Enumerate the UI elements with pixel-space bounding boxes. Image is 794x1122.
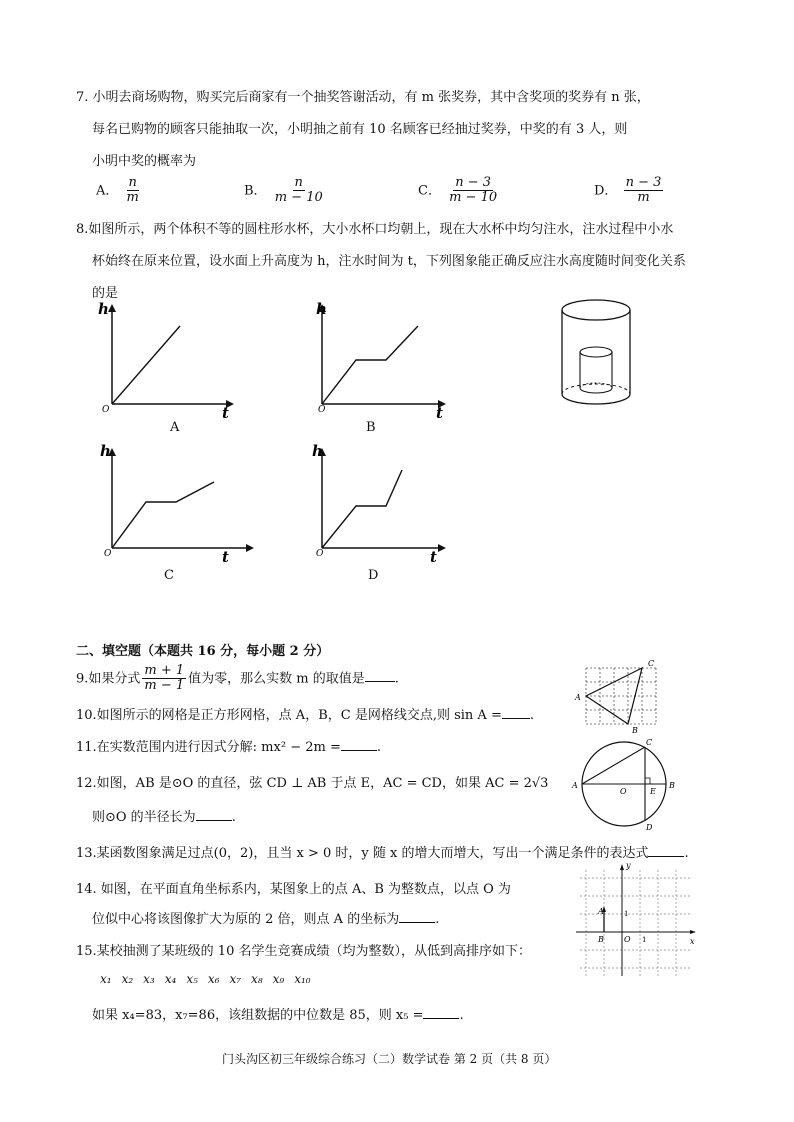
graph-c [96, 436, 256, 566]
axis-h-label: h [316, 300, 327, 318]
origin-label: O [318, 405, 326, 415]
answer-blank [341, 738, 377, 751]
point-o-label: O [620, 787, 627, 796]
point-c-label: C [648, 659, 655, 668]
q10-line: 10.如图所示的网格是正方形网格，点 A，B，C 是网格线交点,则 sin A = . [76, 708, 534, 723]
graph-a [96, 296, 236, 420]
point-e-label: E [650, 787, 656, 796]
q15-sequence: x₁ x₂ x₃ x₄ x₅ x₆ x₇ x₈ x₉ x₁₀ [100, 972, 311, 986]
section-title: 二、填空题（本题共 16 分，每小题 2 分） [76, 644, 330, 659]
q14-line2: 位似中心将该图像扩大为原的 2 倍，则点 A 的坐标为 . [92, 912, 440, 927]
origin-label: O [624, 935, 631, 944]
fraction: $\frac{n}{m}$ [126, 175, 139, 206]
q7-option-c: C． $\frac{n - 3}{m - 10}$ [418, 175, 498, 206]
graph-d [306, 436, 450, 566]
graph-b [306, 296, 450, 420]
answer-blank [423, 1006, 459, 1019]
tick-one-label: 1 [624, 910, 629, 918]
grid-triangle-figure [572, 656, 666, 734]
q7-line3: 小明中奖的概率为 [92, 154, 197, 169]
answer-blank [502, 706, 530, 719]
answer-blank [365, 669, 395, 682]
axis-h-label: h [100, 442, 111, 460]
q15-line1: 15.某校抽测了某班级的 10 名学生竞赛成绩（均为整数），从低到高排序如下： [76, 944, 531, 959]
tick-one-label: 1 [642, 936, 647, 944]
axis-t-label: t [430, 548, 437, 566]
origin-label: O [104, 549, 112, 559]
answer-blank [648, 844, 684, 857]
axis-x-label: x [690, 937, 695, 946]
q12-line2: 则⊙O 的半径长为 . [92, 810, 236, 825]
axis-t-label: t [222, 548, 229, 566]
fraction: $\frac{n}{m - 10}$ [274, 175, 323, 206]
point-b-label: B [669, 781, 675, 790]
graph-a-label: A [170, 420, 180, 435]
q7-option-a: A． $\frac{n}{m}$ [96, 175, 139, 206]
q7-option-d: D． $\frac{n - 3}{m}$ [594, 175, 662, 206]
point-b-label: B [598, 935, 604, 944]
point-a-label: A [572, 781, 578, 790]
q15-line3: 如果 x₄=83，x₇=86，该组数据的中位数是 85，则 x₅ = . [92, 1008, 464, 1023]
axis-h-label: h [312, 442, 323, 460]
graph-c-label: C [164, 568, 174, 583]
cylinders-figure [558, 294, 636, 414]
point-b-label: B [632, 726, 638, 734]
origin-label: O [316, 549, 324, 559]
fraction: $\frac{m + 1}{m - 1}$ [144, 663, 185, 694]
q8-line1: 8.如图所示，两个体积不等的圆柱形水杯，大小水杯口均朝上，现在大水杯中均匀注水，注水过程中小水 [76, 222, 674, 237]
coordinate-grid-figure [572, 860, 700, 980]
q8-line3: 的是 [92, 286, 119, 301]
answer-blank [196, 808, 232, 821]
answer-blank [399, 910, 435, 923]
axis-t-label: t [436, 404, 443, 420]
q8-line2: 杯始终在原来位置，设水面上升高度为 h，注水时间为 t，下列图象能正确反应注水高度随时间变化关系 [92, 254, 686, 269]
fraction: $\frac{n - 3}{m - 10}$ [449, 175, 498, 206]
origin-label: O [102, 405, 110, 415]
q13-line: 13.某函数图象满足过点(0，2)，且当 x > 0 时，y 随 x 的增大而增大，写出一个满足条件的表达式 . [76, 846, 689, 861]
circle-figure [568, 736, 686, 832]
q7-option-b: B． $\frac{n}{m - 10}$ [244, 175, 323, 206]
point-d-label: D [646, 823, 653, 832]
graph-d-label: D [368, 568, 379, 583]
q7-line2: 每名已购物的顾客只能抽取一次，小明抽之前有 10 名顾客已经抽过奖券，中奖的有 3 人，则 [92, 122, 628, 137]
point-c-label: C [646, 738, 653, 747]
point-a-label: A [575, 693, 581, 702]
q14-line1: 14. 如图，在平面直角坐标系内，某图象上的点 A、B 为整数点，以点 O 为 [76, 882, 511, 897]
q9-line: 9.如果分式 $\frac{m + 1}{m - 1}$ 值为零，那么实数 m 的取值是 . [76, 663, 399, 694]
axis-h-label: h [98, 300, 109, 318]
point-a-label: A [598, 907, 604, 916]
q12-line1: 12.如图，AB 是⊙O 的直径，弦 CD ⊥ AB 于点 E，AC = CD，如果 AC = 2√3 [76, 776, 549, 791]
page-footer: 门头沟区初三年级综合练习（二）数学试卷 第 2 页（共 8 页） [222, 1052, 557, 1066]
q11-line: 11.在实数范围内进行因式分解: mx² − 2m = . [76, 740, 381, 755]
graph-b-label: B [366, 420, 376, 435]
fraction: $\frac{n - 3}{m}$ [625, 175, 662, 206]
axis-t-label: t [222, 404, 229, 420]
q7-line1: 7. 小明去商场购物，购买完后商家有一个抽奖答谢活动，有 m 张奖券，其中含奖项的奖券有 n 张， [76, 90, 650, 105]
axis-y-label: y [626, 861, 631, 870]
